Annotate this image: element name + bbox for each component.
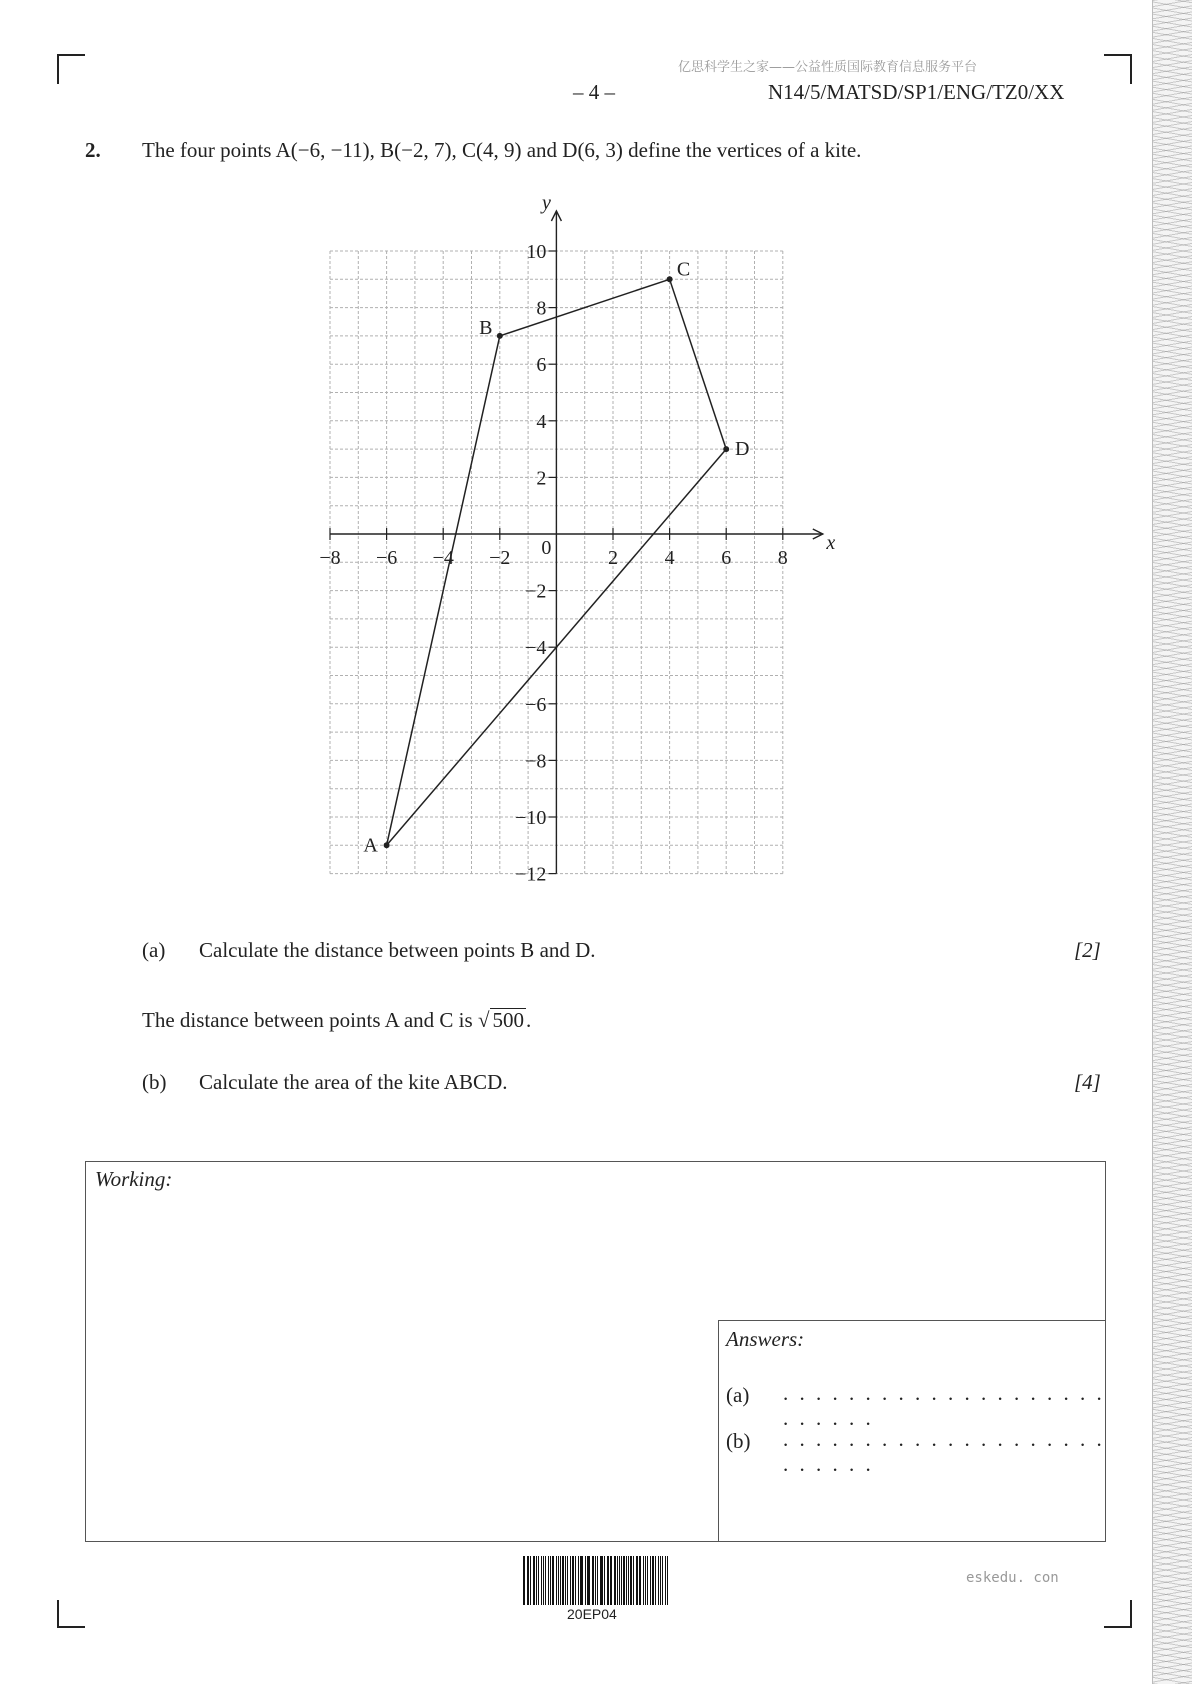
barcode-bar bbox=[567, 1556, 568, 1605]
barcode-bar bbox=[617, 1556, 618, 1605]
barcode-bar bbox=[626, 1556, 627, 1605]
y-axis-label: y bbox=[541, 192, 551, 214]
barcode-bar bbox=[658, 1556, 659, 1605]
barcode-bar bbox=[665, 1556, 666, 1605]
x-tick-label: 4 bbox=[664, 547, 675, 569]
barcode-bar bbox=[548, 1556, 550, 1605]
crop-mark-top-left bbox=[57, 54, 85, 84]
info-end: . bbox=[525, 1008, 532, 1032]
barcode-bar bbox=[630, 1556, 632, 1605]
answer-b-label: (b) bbox=[726, 1429, 751, 1453]
barcode-bar bbox=[633, 1556, 634, 1605]
barcode-bar bbox=[660, 1556, 662, 1605]
site-text: eskedu. con bbox=[966, 1570, 1059, 1586]
barcode-bar bbox=[562, 1556, 564, 1605]
question-stem: The four points A(−6, −11), B(−2, 7), C(4, 9) and D(6, 3) define the vertices of a kite. bbox=[142, 138, 862, 162]
barcode-bar bbox=[655, 1556, 656, 1605]
y-tick-label: −12 bbox=[515, 863, 547, 886]
kite-graph bbox=[319, 192, 860, 895]
barcode-bar bbox=[614, 1556, 616, 1605]
vertex-label-c: C bbox=[676, 258, 691, 281]
answers-box[interactable] bbox=[718, 1320, 1106, 1542]
part-b-marks: [4] bbox=[1074, 1070, 1101, 1094]
barcode-bar bbox=[628, 1556, 629, 1605]
barcode-bar bbox=[597, 1556, 598, 1605]
vertex-label-a: A bbox=[363, 834, 378, 857]
barcode-bar bbox=[601, 1556, 603, 1605]
x-axis-label: x bbox=[826, 532, 836, 554]
x-tick-label: 8 bbox=[777, 547, 788, 569]
info-line bbox=[142, 1008, 531, 1033]
barcode-bar bbox=[636, 1556, 638, 1605]
vertex-label-d: D bbox=[734, 438, 750, 461]
vertex-d bbox=[723, 446, 729, 452]
barcode-bar bbox=[578, 1556, 579, 1605]
barcode-bar bbox=[558, 1556, 559, 1605]
barcode-bar bbox=[585, 1556, 586, 1605]
y-tick-label: 6 bbox=[536, 354, 547, 377]
barcode-bar bbox=[610, 1556, 612, 1605]
header-watermark: 亿思科学生之家——公益性质国际教育信息服务平台 bbox=[678, 60, 978, 75]
x-tick-label: −8 bbox=[319, 547, 341, 569]
barcode-bar bbox=[645, 1556, 647, 1605]
answer-b-field[interactable]: . . . . . . . . . . . . . . . . . . . . . . . . . . bbox=[783, 1427, 1105, 1476]
barcode-bar bbox=[623, 1556, 625, 1605]
crop-mark-top-right bbox=[1104, 54, 1132, 84]
barcode-bar bbox=[556, 1556, 557, 1605]
barcode-bar bbox=[588, 1556, 590, 1605]
x-tick-label: −4 bbox=[432, 547, 454, 569]
barcode-bar bbox=[536, 1556, 537, 1605]
info-text: The distance between points A and C is bbox=[142, 1008, 473, 1032]
barcode-bar bbox=[650, 1556, 651, 1605]
barcode-bar bbox=[575, 1556, 576, 1605]
y-tick-label: 10 bbox=[526, 241, 547, 263]
barcode-bar bbox=[662, 1556, 663, 1605]
working-label: Working: bbox=[95, 1167, 173, 1191]
y-tick-label: 2 bbox=[536, 467, 547, 490]
answer-a-field[interactable]: . . . . . . . . . . . . . . . . . . . . . . . . . . bbox=[783, 1381, 1105, 1430]
vertex-c bbox=[667, 276, 673, 282]
x-tick-label: 2 bbox=[608, 547, 618, 569]
barcode-bar bbox=[545, 1556, 546, 1605]
vertex-a bbox=[384, 842, 390, 848]
y-tick-label: 8 bbox=[536, 297, 547, 320]
barcode-bar bbox=[639, 1556, 640, 1605]
barcode-bar bbox=[667, 1556, 669, 1605]
sqrt-symbol: √ bbox=[477, 1008, 490, 1032]
barcode-bar bbox=[543, 1556, 544, 1605]
origin-label: 0 bbox=[541, 537, 552, 559]
barcode-bar bbox=[581, 1556, 583, 1605]
page-number: – 4 – bbox=[573, 80, 615, 104]
barcode-bar bbox=[523, 1556, 525, 1605]
barcode-bar bbox=[565, 1556, 567, 1605]
vertex-label-b: B bbox=[479, 316, 493, 339]
part-b-text: Calculate the area of the kite ABCD. bbox=[199, 1070, 508, 1094]
barcode-bar bbox=[647, 1556, 648, 1605]
barcode-bar bbox=[607, 1556, 608, 1605]
paper-code: N14/5/MATSD/SP1/ENG/TZ0/XX bbox=[768, 80, 1065, 104]
answer-a-label: (a) bbox=[726, 1383, 750, 1407]
barcode-bar bbox=[604, 1556, 605, 1605]
y-tick-label: 4 bbox=[536, 410, 547, 433]
part-a-marks: [2] bbox=[1074, 938, 1101, 962]
barcode-text: 20EP04 bbox=[567, 1606, 617, 1622]
vertex-b bbox=[497, 333, 503, 339]
barcode-bar bbox=[541, 1556, 543, 1605]
barcode-bar bbox=[640, 1556, 641, 1605]
barcode-bar bbox=[528, 1556, 529, 1605]
barcode-bar bbox=[595, 1556, 596, 1605]
y-tick-label: −8 bbox=[525, 750, 547, 773]
barcode-bar bbox=[600, 1556, 601, 1605]
barcode-bar bbox=[538, 1556, 539, 1605]
barcode-bar bbox=[587, 1556, 588, 1605]
barcode-bar bbox=[619, 1556, 620, 1605]
barcode-bar bbox=[621, 1556, 622, 1605]
barcode-bar bbox=[572, 1556, 574, 1605]
barcode-bar bbox=[652, 1556, 654, 1605]
barcode-bar bbox=[530, 1556, 531, 1605]
barcode-bar bbox=[527, 1556, 528, 1605]
barcode-bar bbox=[570, 1556, 571, 1605]
sqrt-radicand: 500 bbox=[492, 1008, 524, 1032]
crop-mark-bottom-left bbox=[57, 1600, 85, 1628]
y-tick-label: −2 bbox=[525, 580, 547, 603]
barcode-bar bbox=[550, 1556, 551, 1605]
x-tick-label: 6 bbox=[721, 547, 732, 569]
binding-strip bbox=[1152, 0, 1192, 1684]
barcode-bar bbox=[592, 1556, 594, 1605]
question-number: 2. bbox=[85, 138, 101, 162]
x-tick-label: −6 bbox=[375, 547, 398, 569]
y-tick-label: −10 bbox=[515, 807, 547, 829]
answers-label: Answers: bbox=[726, 1327, 805, 1351]
barcode-bar bbox=[560, 1556, 561, 1605]
barcode-bar bbox=[608, 1556, 609, 1605]
barcode-bar bbox=[533, 1556, 535, 1605]
part-a-label: (a) bbox=[142, 938, 166, 962]
x-tick-label: −2 bbox=[489, 547, 511, 569]
y-tick-label: −4 bbox=[525, 637, 547, 660]
part-a-text: Calculate the distance between points B and D. bbox=[199, 938, 596, 962]
y-tick-label: −6 bbox=[525, 693, 547, 716]
barcode-bar bbox=[580, 1556, 581, 1605]
barcode bbox=[523, 1556, 669, 1605]
barcode-bar bbox=[643, 1556, 644, 1605]
crop-mark-bottom-right bbox=[1104, 1600, 1132, 1628]
barcode-bar bbox=[552, 1556, 554, 1605]
part-b-label: (b) bbox=[142, 1070, 167, 1094]
